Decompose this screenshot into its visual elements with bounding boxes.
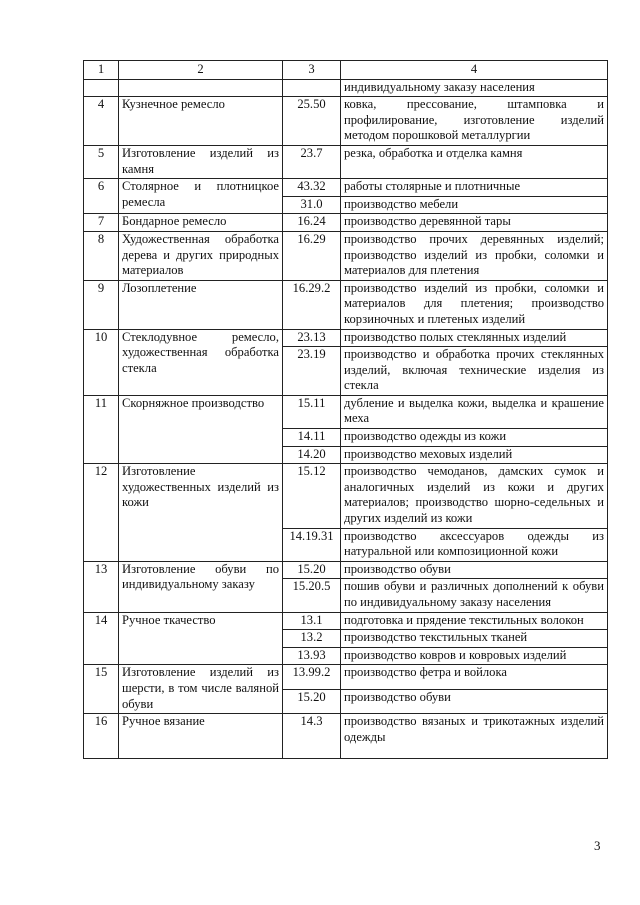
row-number: 7 (84, 214, 119, 232)
okved-code: 23.19 (283, 347, 341, 396)
table-row (84, 145, 608, 178)
okved-code: 16.29.2 (283, 280, 341, 329)
craft-name: Кузнечное ремесло (119, 97, 283, 146)
activity-desc: производство ковров и ковровых изделий (341, 647, 608, 665)
page-number: 3 (594, 838, 601, 853)
craft-name: Изготовление обуви по индивидуальному заказу (119, 561, 283, 612)
activity-desc: подготовка и прядение текстильных волокон (341, 612, 608, 630)
okved-code: 13.93 (283, 647, 341, 665)
okved-code: 14.3 (283, 714, 341, 759)
table-row (84, 395, 608, 428)
table-row (84, 97, 608, 146)
row-number: 14 (84, 612, 119, 665)
table-row (84, 464, 608, 528)
row-number: 13 (84, 561, 119, 612)
okved-code: 23.13 (283, 329, 341, 347)
okved-code: 15.20 (283, 689, 341, 713)
activity-desc: ковка, прессование, штамповка и профилирование, изготовление изделий методом порошковой металлургии (341, 97, 608, 146)
table-row (84, 231, 608, 280)
craft-name: Стеклодувное ремесло, художественная обработка стекла (119, 329, 283, 395)
okved-code: 14.20 (283, 446, 341, 464)
okved-code: 14.19.31 (283, 528, 341, 561)
activity-desc: работы столярные и плотничные (341, 179, 608, 197)
craft-name: Изготовление изделий из камня (119, 145, 283, 178)
row-number: 9 (84, 280, 119, 329)
craft-name: Художественная обработка дерева и других природных материалов (119, 231, 283, 280)
row-number: 8 (84, 231, 119, 280)
table-row (84, 612, 608, 630)
craft-name: Столярное и плотницкое ремесла (119, 179, 283, 214)
okved-code: 13.99.2 (283, 665, 341, 689)
activity-desc: дубление и выделка кожи, выделка и крашение меха (341, 395, 608, 428)
header-col-1: 1 (84, 61, 119, 80)
activity-desc: производство изделий из пробки, соломки и материалов для плетения; производство корзиночных и плетеных изделий (341, 280, 608, 329)
okved-code: 15.20.5 (283, 579, 341, 612)
okved-code: 14.11 (283, 429, 341, 447)
craft-name: Ручное вязание (119, 714, 283, 759)
craft-name: Изготовление изделий из шерсти, в том числе валяной обуви (119, 665, 283, 714)
table-row (84, 561, 608, 579)
activity-desc: производство деревянной тары (341, 214, 608, 232)
row-number: 6 (84, 179, 119, 214)
table-row (84, 214, 608, 232)
okved-code: 15.11 (283, 395, 341, 428)
okved-code: 31.0 (283, 196, 341, 214)
header-col-4: 4 (341, 61, 608, 80)
craft-name: Бондарное ремесло (119, 214, 283, 232)
okved-code: 16.29 (283, 231, 341, 280)
craft-name: Ручное ткачество (119, 612, 283, 665)
header-row (84, 61, 608, 80)
craft-name: Лозоплетение (119, 280, 283, 329)
activity-desc: производство обуви (341, 689, 608, 713)
row-number: 4 (84, 97, 119, 146)
header-col-3: 3 (283, 61, 341, 80)
activity-desc: производство меховых изделий (341, 446, 608, 464)
table-row (84, 179, 608, 197)
row-number: 11 (84, 395, 119, 463)
activity-desc: производство чемоданов, дамских сумок и аналогичных изделий из кожи и других материалов; производство шорно-седельных и других изделий из кожи (341, 464, 608, 528)
table-row (84, 280, 608, 329)
row-number: 10 (84, 329, 119, 395)
activity-desc: производство аксессуаров одежды из натуральной или композиционной кожи (341, 528, 608, 561)
craft-name: Скорняжное производство (119, 395, 283, 463)
activity-desc: производство и обработка прочих стеклянных изделий, включая технические изделия из стекла (341, 347, 608, 396)
activity-desc: пошив обуви и различных дополнений к обуви по индивидуальному заказу населения (341, 579, 608, 612)
activity-desc: производство обуви (341, 561, 608, 579)
okved-code: 13.1 (283, 612, 341, 630)
table-row (84, 79, 608, 97)
activity-desc: производство полых стеклянных изделий (341, 329, 608, 347)
classification-table (83, 60, 608, 759)
craft-name: Изготовление художественных изделий из кожи (119, 464, 283, 562)
activity-desc: производство текстильных тканей (341, 630, 608, 648)
okved-code: 16.24 (283, 214, 341, 232)
okved-code: 43.32 (283, 179, 341, 197)
activity-desc: производство одежды из кожи (341, 429, 608, 447)
desc-cell: индивидуальному заказу населения (341, 79, 608, 97)
activity-desc: производство фетра и войлока (341, 665, 608, 689)
activity-desc: резка, обработка и отделка камня (341, 145, 608, 178)
activity-desc: производство прочих деревянных изделий; производство изделий из пробки, соломки и материалов для плетения (341, 231, 608, 280)
activity-desc: производство вязаных и трикотажных изделий одежды (341, 714, 608, 759)
row-number: 5 (84, 145, 119, 178)
row-number: 16 (84, 714, 119, 759)
table-row (84, 665, 608, 689)
row-number: 15 (84, 665, 119, 714)
activity-desc: производство мебели (341, 196, 608, 214)
okved-code: 25.50 (283, 97, 341, 146)
table-row (84, 714, 608, 759)
table-row (84, 329, 608, 347)
row-number: 12 (84, 464, 119, 562)
okved-code: 23.7 (283, 145, 341, 178)
okved-code: 15.20 (283, 561, 341, 579)
okved-code: 13.2 (283, 630, 341, 648)
header-col-2: 2 (119, 61, 283, 80)
okved-code: 15.12 (283, 464, 341, 528)
